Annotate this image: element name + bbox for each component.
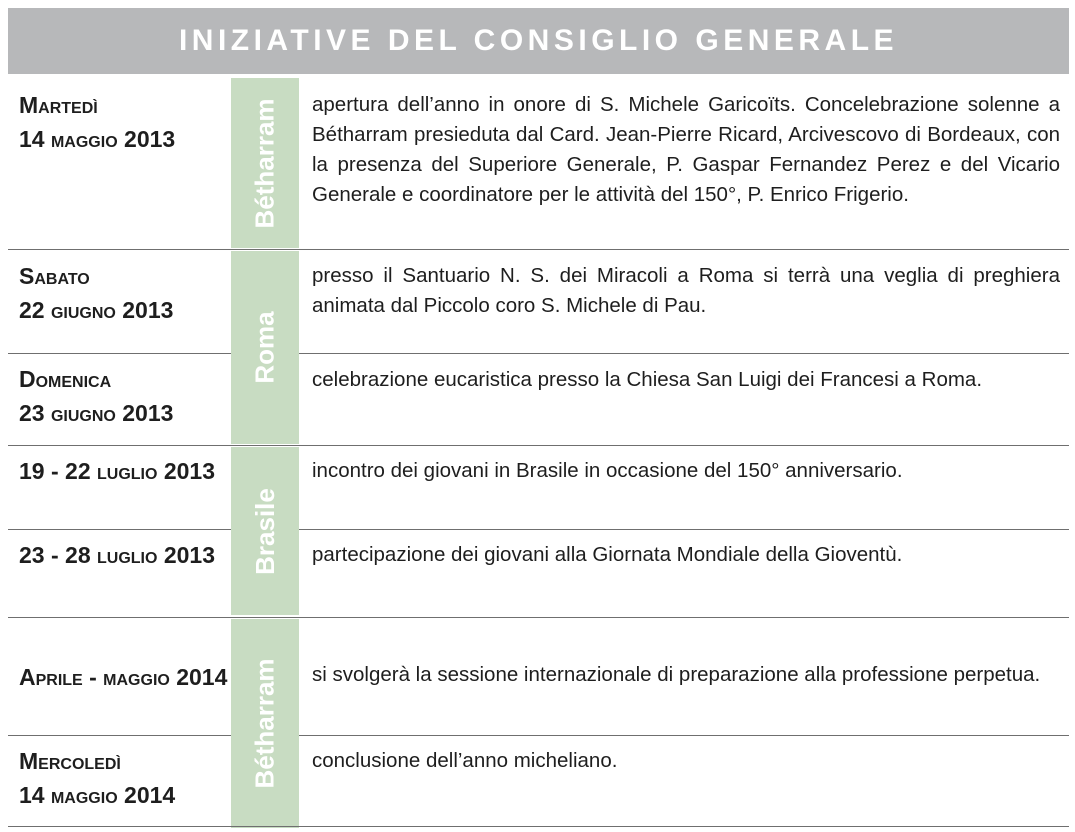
event-date (19, 88, 224, 156)
event-description: partecipazione dei giovani alla Giornata Mondiale della Gioventù. (312, 543, 903, 566)
event-description: presso il Santuario N. S. dei Miracoli a Roma si terrà una veglia di preghiera animata dal Piccolo coro S. Michele di Pau. (312, 264, 1060, 317)
row-divider (299, 353, 1069, 354)
row-divider (8, 445, 1069, 446)
event-date (19, 744, 224, 812)
row-divider (299, 735, 1069, 736)
row-divider (8, 617, 1069, 618)
event-description: conclusione dell’anno micheliano. (312, 749, 618, 772)
row-divider (8, 529, 231, 530)
event-day: 23 - 28 luglio 2013 (19, 542, 215, 568)
event-description: apertura dell’anno in onore di S. Michele Garicoïts. Concelebrazione solenne a Bétharram presieduta dal Card. Jean-Pierre Ricard, Arcivescovo di Bordeaux, con la presenza del Superiore Generale, P. Gaspar Fernandez Perez e del Vicario Generale e coordinatore per le attività del 150°, P. Enrico Frigerio. (312, 93, 1060, 206)
event-description: celebrazione eucaristica presso la Chiesa San Luigi dei Francesi a Roma. (312, 368, 983, 391)
place-band-betharram-2013 (231, 78, 299, 248)
event-day: 14 maggio 2014 (19, 782, 176, 808)
place-label: Bétharram (249, 97, 280, 229)
place-label: Brasile (249, 487, 280, 575)
row-divider (299, 529, 1069, 530)
event-weekday: Sabato (19, 263, 90, 289)
row-divider (8, 249, 1069, 250)
event-weekday: Domenica (19, 366, 112, 392)
row-divider (8, 735, 231, 736)
row-divider (8, 826, 1069, 827)
event-weekday: Martedì (19, 92, 98, 118)
place-band-brasile (231, 447, 299, 615)
row-divider (8, 353, 231, 354)
event-date (19, 660, 228, 694)
event-date (19, 454, 224, 488)
table-title (8, 8, 1069, 74)
event-day: 14 maggio 2013 (19, 126, 176, 152)
place-label: Bétharram (249, 658, 280, 789)
event-day: 23 giugno 2013 (19, 400, 174, 426)
event-description: si svolgerà la sessione internazionale di preparazione alla professione perpetua. (312, 663, 1041, 686)
table-title-text: INIZIATIVE DEL CONSIGLIO GENERALE (178, 24, 899, 57)
event-weekday: Mercoledì (19, 748, 121, 774)
event-day: Aprile - maggio 2014 (19, 664, 228, 690)
event-date (19, 362, 224, 430)
place-band-roma (231, 251, 299, 444)
event-date (19, 538, 224, 572)
place-label: Roma (249, 311, 280, 384)
event-description: incontro dei giovani in Brasile in occasione del 150° anniversario. (312, 459, 903, 482)
event-day: 19 - 22 luglio 2013 (19, 458, 215, 484)
events-table (8, 78, 1069, 828)
event-date (19, 259, 224, 327)
place-band-betharram-2014 (231, 619, 299, 828)
event-day: 22 giugno 2013 (19, 297, 174, 323)
